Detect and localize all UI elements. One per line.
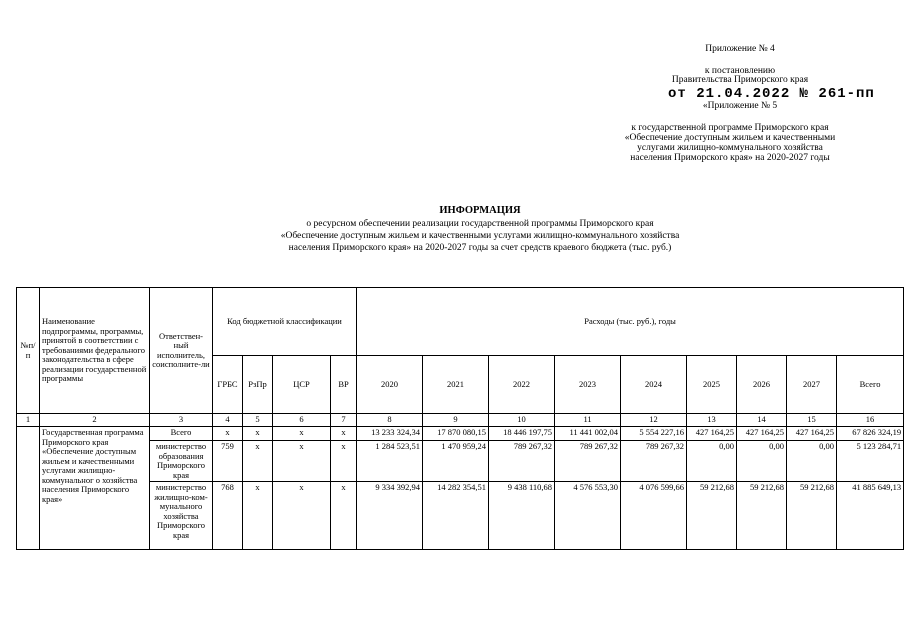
title-line-2: «Обеспечение доступным жильем и качественными услугами жилищно-коммунального хозяйства bbox=[280, 231, 680, 241]
value-cell: 789 267,32 bbox=[489, 441, 555, 482]
header-year: 2023 bbox=[555, 356, 621, 414]
table-row bbox=[17, 441, 904, 482]
value-cell: 11 441 002,04 bbox=[555, 427, 621, 441]
resolution-label: к постановлению bbox=[704, 66, 776, 76]
resource-table bbox=[16, 287, 904, 550]
column-number: 3 bbox=[150, 414, 213, 427]
column-number: 9 bbox=[423, 414, 489, 427]
value-cell: 0,00 bbox=[687, 441, 737, 482]
column-number: 10 bbox=[489, 414, 555, 427]
header-year: 2022 bbox=[489, 356, 555, 414]
resolution-stamp: от 21.04.2022 № 261-пп bbox=[668, 86, 875, 102]
column-number: 1 bbox=[17, 414, 40, 427]
value-cell: 17 870 080,15 bbox=[423, 427, 489, 441]
row-number-cell bbox=[17, 427, 40, 550]
header-responsible: Ответствен-ный исполнитель, соисполните-ли bbox=[150, 288, 213, 414]
header-grbs: ГРБС bbox=[213, 356, 243, 414]
column-number: 4 bbox=[213, 414, 243, 427]
value-cell: 5 554 227,16 bbox=[621, 427, 687, 441]
header-year: 2026 bbox=[737, 356, 787, 414]
value-cell: 59 212,68 bbox=[687, 482, 737, 550]
header-year: 2027 bbox=[787, 356, 837, 414]
value-cell: 1 470 959,24 bbox=[423, 441, 489, 482]
program-name: Государственная программа Приморского края «Обеспечение доступным жильем и качественными услугами жилищно-коммунальног о хозяйства населения Приморского края» bbox=[40, 427, 150, 550]
column-number: 13 bbox=[687, 414, 737, 427]
column-number: 11 bbox=[555, 414, 621, 427]
value-cell: 4 576 553,30 bbox=[555, 482, 621, 550]
value-cell: 4 076 599,66 bbox=[621, 482, 687, 550]
vr-cell: x bbox=[331, 427, 357, 441]
header-total: Всего bbox=[837, 356, 904, 414]
table-row bbox=[17, 427, 904, 441]
total-cell: 41 885 649,13 bbox=[837, 482, 904, 550]
header-rzpr: РзПр bbox=[243, 356, 273, 414]
value-cell: 18 446 197,75 bbox=[489, 427, 555, 441]
grbs-cell: 759 bbox=[213, 441, 243, 482]
column-number: 14 bbox=[737, 414, 787, 427]
responsible-cell: министерство образования Приморского края bbox=[150, 441, 213, 482]
grbs-cell: 768 bbox=[213, 482, 243, 550]
value-cell: 13 233 324,34 bbox=[357, 427, 423, 441]
rzpr-cell: x bbox=[243, 427, 273, 441]
document-title: ИНФОРМАЦИЯ bbox=[439, 205, 521, 216]
column-number: 2 bbox=[40, 414, 150, 427]
value-cell: 789 267,32 bbox=[555, 441, 621, 482]
csr-cell: x bbox=[273, 427, 331, 441]
column-number: 5 bbox=[243, 414, 273, 427]
program-line-3: услугами жилищно-коммунального хозяйства bbox=[637, 143, 823, 153]
value-cell: 0,00 bbox=[787, 441, 837, 482]
header-budget-code: Код бюджетной классификации bbox=[213, 288, 357, 356]
value-cell: 1 284 523,51 bbox=[357, 441, 423, 482]
column-number: 12 bbox=[621, 414, 687, 427]
value-cell: 59 212,68 bbox=[787, 482, 837, 550]
csr-cell: x bbox=[273, 482, 331, 550]
header-expenses: Расходы (тыс. руб.), годы bbox=[357, 288, 904, 356]
vr-cell: x bbox=[331, 441, 357, 482]
grbs-cell: x bbox=[213, 427, 243, 441]
column-number: 8 bbox=[357, 414, 423, 427]
table-header-row-1 bbox=[17, 288, 904, 356]
responsible-cell: министерство жилищно-ком-мунального хозяйства Приморского края bbox=[150, 482, 213, 550]
program-line-1: к государственной программе Приморского края bbox=[631, 123, 829, 133]
header-csr: ЦСР bbox=[273, 356, 331, 414]
table-row bbox=[17, 482, 904, 550]
column-number-row bbox=[17, 414, 904, 427]
header-vr: ВР bbox=[331, 356, 357, 414]
header-name: Наименование подпрограммы, программы, принятой в соответствии с требованиями федерального законодательства в сфере реализации государственной программы bbox=[40, 288, 150, 414]
value-cell: 0,00 bbox=[737, 441, 787, 482]
appendix5-label: «Приложение № 5 bbox=[702, 101, 778, 111]
vr-cell: x bbox=[331, 482, 357, 550]
value-cell: 14 282 354,51 bbox=[423, 482, 489, 550]
rzpr-cell: x bbox=[243, 441, 273, 482]
column-number: 15 bbox=[787, 414, 837, 427]
column-number: 16 bbox=[837, 414, 904, 427]
total-cell: 5 123 284,71 bbox=[837, 441, 904, 482]
program-line-4: населения Приморского края» на 2020-2027 годы bbox=[630, 153, 830, 163]
csr-cell: x bbox=[273, 441, 331, 482]
header-year: 2021 bbox=[423, 356, 489, 414]
column-number: 6 bbox=[273, 414, 331, 427]
header-year: 2020 bbox=[357, 356, 423, 414]
rzpr-cell: x bbox=[243, 482, 273, 550]
title-line-3: населения Приморского края» на 2020-2027 годы за счет средств краевого бюджета (тыс. руб.) bbox=[288, 243, 672, 253]
value-cell: 427 164,25 bbox=[787, 427, 837, 441]
value-cell: 427 164,25 bbox=[737, 427, 787, 441]
responsible-cell: Всего bbox=[150, 427, 213, 441]
header-num: №п/п bbox=[17, 288, 40, 414]
column-number: 7 bbox=[331, 414, 357, 427]
appendix-label: Приложение № 4 bbox=[705, 44, 775, 54]
value-cell: 427 164,25 bbox=[687, 427, 737, 441]
header-year: 2025 bbox=[687, 356, 737, 414]
header-year: 2024 bbox=[621, 356, 687, 414]
value-cell: 59 212,68 bbox=[737, 482, 787, 550]
value-cell: 9 438 110,68 bbox=[489, 482, 555, 550]
total-cell: 67 826 324,19 bbox=[837, 427, 904, 441]
government-label: Правительства Приморского края bbox=[671, 75, 809, 85]
value-cell: 9 334 392,94 bbox=[357, 482, 423, 550]
value-cell: 789 267,32 bbox=[621, 441, 687, 482]
title-line-1: о ресурсном обеспечении реализации государственной программы Приморского края bbox=[306, 219, 654, 229]
program-line-2: «Обеспечение доступным жильем и качественными bbox=[624, 133, 836, 143]
